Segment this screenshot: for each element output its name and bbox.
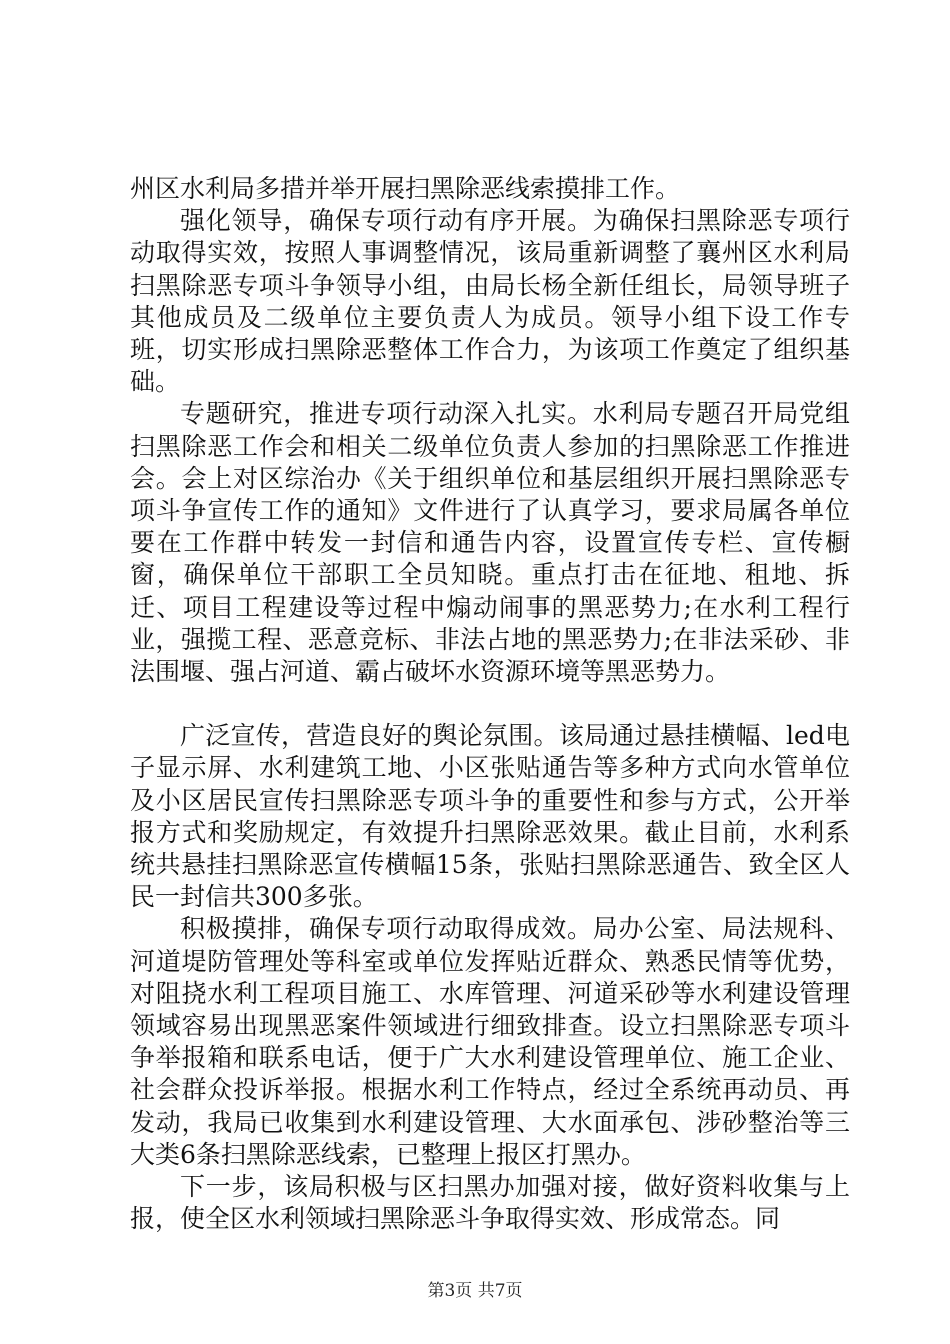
paragraph-publicity: 广泛宣传，营造良好的舆论氛围。该局通过悬挂横幅、led电子显示屏、水利建筑工地、小区张贴通告等多种方式向水管单位及小区居民宣传扫黑除恶专项斗争的重要性和参与方式，公开举报方式和奖励规定，有效提升扫黑除恶效果。截止目前，水利系统共悬挂扫黑除恶宣传横幅15条，张贴扫黑除恶通告、致全区人民一封信共300多张。 (130, 721, 850, 912)
page-number-footer: 第3页 共7页 (427, 1281, 523, 1301)
paragraph-continuation: 州区水利局多措并举开展扫黑除恶线索摸排工作。 (130, 174, 681, 203)
paragraph-research: 专题研究，推进专项行动深入扎实。水利局专题召开局党组扫黑除恶工作会和相关二级单位负责人参加的扫黑除恶工作推进会。会上对区综治办《关于组织单位和基层组织开展扫黑除恶专项斗争宣传工作的通知》文件进行了认真学习，要求局属各单位要在工作群中转发一封信和通告内容，设置宣传专栏、宣传橱窗，确保单位干部职工全员知晓。重点打击在征地、租地、拆迁、项目工程建设等过程中煽动闹事的黑恶势力;在水利工程行业，强揽工程、恶意竞标、非法占地的黑恶势力;在非法采砂、非法围堰、强占河道、霸占破坏水资源环境等黑恶势力。 (130, 399, 850, 687)
paragraph-next-step: 下一步，该局积极与区扫黑办加强对接，做好资料收集与上报，使全区水利领域扫黑除恶斗争取得实效、形成常态。同 (130, 1172, 850, 1234)
document-body (130, 173, 850, 1236)
paragraph-leadership: 强化领导，确保专项行动有序开展。为确保扫黑除恶专项行动取得实效，按照人事调整情况，该局重新调整了襄州区水利局扫黑除恶专项斗争领导小组，由局长杨全新任组长，局领导班子其他成员及二级单位主要负责人为成员。领导小组下设工作专班，切实形成扫黑除恶整体工作合力，为该项工作奠定了组织基础。 (130, 206, 850, 397)
paragraph-investigation: 积极摸排，确保专项行动取得成效。局办公室、局法规科、河道堤防管理处等科室或单位发挥贴近群众、熟悉民情等优势，对阻挠水利工程项目施工、水库管理、河道采砂等水利建设管理领域容易出现黑恶案件领域进行细致排查。设立扫黑除恶专项斗争举报箱和联系电话，便于广大水利建设管理单位、施工企业、社会群众投诉举报。根据水利工作特点，经过全系统再动员、再发动，我局已收集到水利建设管理、大水面承包、涉砂整治等三大类6条扫黑除恶线索，已整理上报区打黑办。 (130, 914, 850, 1169)
